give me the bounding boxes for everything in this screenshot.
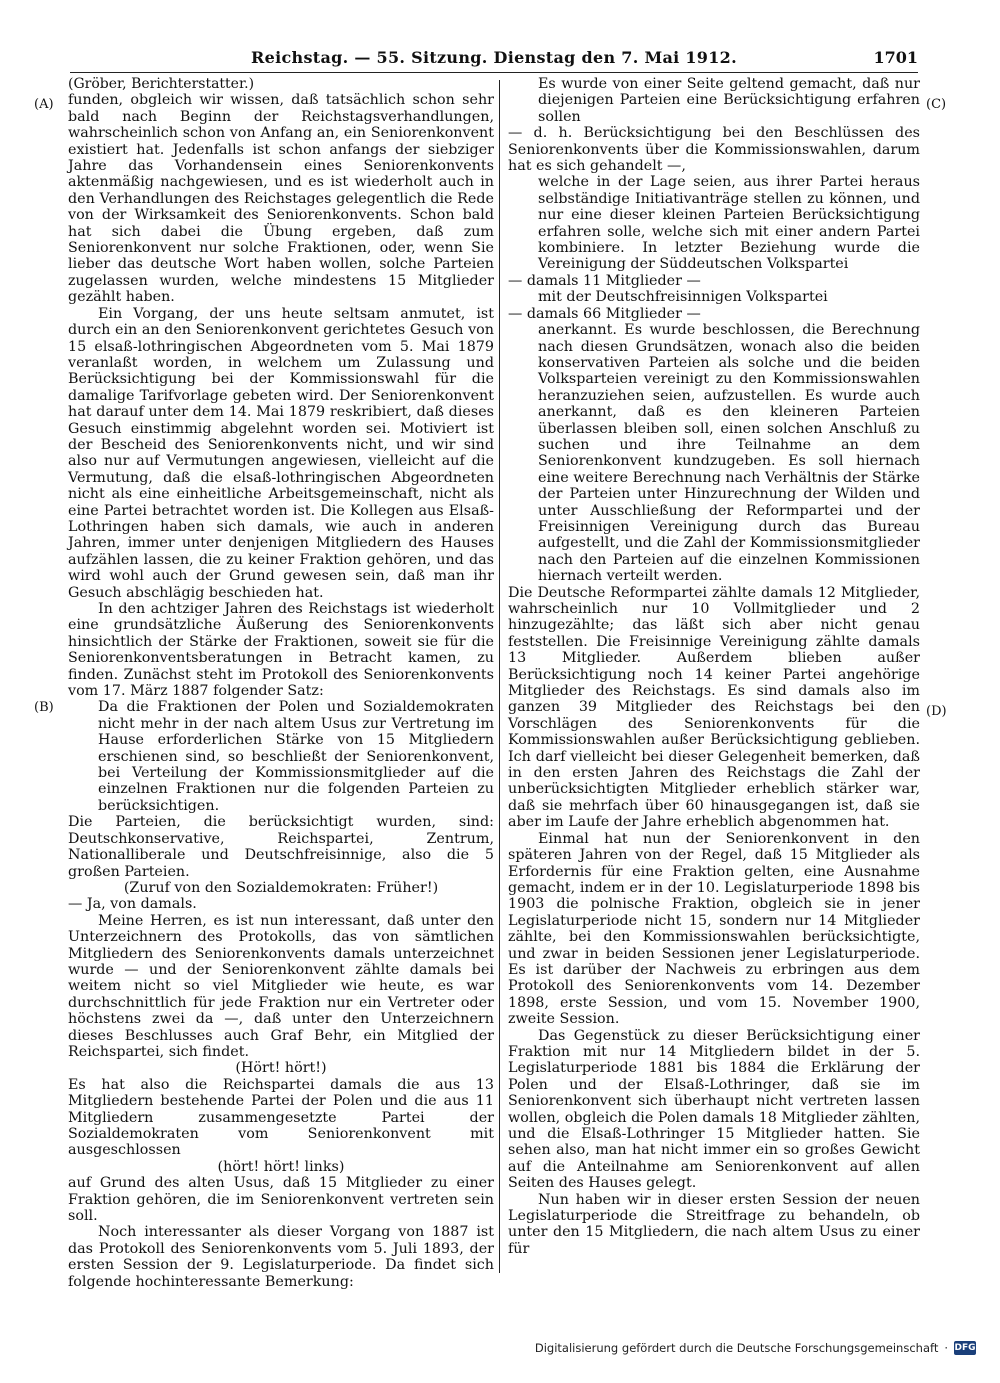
paragraph: — Ja, von damals. xyxy=(68,896,197,913)
quoted-passage: Da die Fraktionen der Polen und Sozialdemokraten nicht mehr in der nach altem Usus zur Vertretung im Hause erforderlichen Stärke von 15 Mitgliedern erschienen sind, so beschließt der Seniorenkonvent, bei Verteilung der Kommissionsmitglieder auf die einzelnen Fraktionen nur die folgenden Parteien zu berücksichtigen. xyxy=(98,699,494,814)
interjection: (hört! hört! links) xyxy=(217,1158,345,1175)
paragraph: — d. h. Berücksichtigung bei den Beschlüssen des Seniorenkonvents über die Kommissionswahlen, darum hat es sich gehandelt —, xyxy=(508,125,920,175)
dfg-logo: DFG xyxy=(954,1343,976,1353)
paragraph: In den achtziger Jahren des Reichstags ist wiederholt eine grundsätzliche Äußerung des Seniorenkonvents hinsichtlich der Stärke der Fraktionen, soweit sie für die Seniorenkonventsberatungen in Betracht kamen, zu finden. Zunächst steht im Protokoll des Seniorenkonvents vom 17. März 1887 folgender Satz: xyxy=(68,601,494,700)
paragraph: funden, obgleich wir wissen, daß tatsächlich schon sehr bald nach Beginn der Reichstagsverhandlungen, wahrscheinlich schon von Anfang an, ein Seniorenkonvent existiert hat. Jedenfalls ist schon anfangs der siebziger Jahre das Vorhandensein eines Seniorenkonvents aktenmäßig nachgewiesen, und es ist wiederholt auch in den Verhandlungen des Reichstages gelegentlich die Rede von der Wirksamkeit des Seniorenkonvents. Schon bald hat sich dabei die Übung ergeben, daß zum Seniorenkonvent nur solche Fraktionen, oder, wenn Sie lieber das deutsche Wort haben wollen, solche Parteien zugelassen wurden, welche mindestens 15 Mitglieder gezählt haben. xyxy=(68,92,494,306)
column-divider xyxy=(499,80,500,1273)
interjection: (Hört! hört!) xyxy=(235,1060,327,1077)
paragraph: Noch interessanter als dieser Vorgang von 1887 ist das Protokoll des Seniorenkonvents vom 5. Juli 1893, der ersten Session der 9. Legislaturperiode. Da findet sich folgende hochinteressante Bemerkung: xyxy=(68,1224,494,1290)
footer: Digitalisierung gefördert durch die Deutsche Forschungsgemeinschaft · DFG xyxy=(534,1341,976,1355)
quoted-passage: anerkannt. Es wurde beschlossen, die Berechnung nach diesen Grundsätzen, wonach also die beiden konservativen Parteien als solche und die beiden Volksparteien vereinigt zu den Kommissionswahlen heranzuziehen seien, aufzustellen. Es wurde auch anerkannt, daß es den kleineren Parteien überlassen bleiben soll, einen solchen Anschluß zu suchen und ihre Teilnahme an dem Seniorenkonvent kundzugeben. Es soll hiernach eine weitere Berechnung nach Verhältnis der Stärke der Parteien unter Hinzurechnung der Wilden und unter Ausschließung der Reformpartei und der Freisinnigen Vereinigung durch das Bureau aufgestellt, und die Zahl der Kommissionsmitglieder nach den Parteien auf die einzelnen Kommissionen hiernach verteilt werden. xyxy=(538,322,920,585)
header-title: Reichstag. — 55. Sitzung. Dienstag den 7. Mai 1912. xyxy=(251,48,737,67)
paragraph: auf Grund des alten Usus, daß 15 Mitglieder zu einer Fraktion gehören, die im Seniorenkonvent vertreten sein soll. xyxy=(68,1175,494,1225)
footer-text: Digitalisierung gefördert durch die Deutsche Forschungsgemeinschaft xyxy=(534,1341,939,1355)
page-number: 1701 xyxy=(873,48,918,67)
paragraph: Das Gegenstück zu dieser Berücksichtigung einer Fraktion mit nur 14 Mitgliedern bildet in der 5. Legislaturperiode 1881 bis 1884 die Erklärung der Polen und der Elsaß-Lothringer, daß sie im Seniorenkonvent sich überhaupt nicht vertreten lassen wollen, obgleich die Polen damals 18 Mitglieder zählten, und die Elsaß-Lothringer 15 Mitglieder hatten. Sie sehen also, man hat nicht immer ein so großes Gewicht auf die Anteilnahme am Seniorenkonvent auf allen Seiten des Hauses gelegt. xyxy=(508,1027,920,1192)
margin-marker-a: (A) xyxy=(34,97,54,112)
speaker-note: (Gröber, Berichterstatter.) xyxy=(68,76,255,92)
paragraph: Einmal hat nun der Seniorenkonvent in den späteren Jahren von der Regel, daß 15 Mitglieder als Erfordernis für eine Fraktion gelten, eine Ausnahme gemacht, indem er in der 10. Legislaturperiode 1898 bis 1903 die polnische Fraktion, obgleich sie in jener Legislaturperiode nicht 15, sondern nur 14 Mitglieder zählte, bei den Kommissionswahlen berücksichtigte, und zwar in beiden Sessionen jener Legislaturperiode. Es ist darüber der Nachweis zu erbringen aus dem Protokoll des Seniorenkonvents vom 14. Dezember 1898, erste Session, und vom 15. November 1900, zweite Session. xyxy=(508,830,920,1028)
quoted-passage: Es wurde von einer Seite geltend gemacht, daß nur diejenigen Parteien eine Berücksichtigung erfahren sollen xyxy=(538,76,920,125)
paragraph: Die Deutsche Reformpartei zählte damals 12 Mitglieder, wahrscheinlich nur 10 Vollmitglieder und 2 hinzugezählte; das läßt sich aber nicht genau feststellen. Die Freisinnige Vereinigung zählte damals 13 Mitglieder. Außerdem blieben außer Berücksichtigung noch 14 keiner Partei angehörige Mitglieder des Reichstags. Es sind damals also im ganzen 39 Mitglieder des Reichstags bei den Vorschlägen des Seniorenkonvents für die Kommissionswahlen außer Berücksichtigung geblieben. Ich darf vielleicht bei dieser Gelegenheit bemerken, daß in den ersten Jahren des Reichstags die Zahl der unberücksichtigten Mitglieder erheblich stärker war, daß sie mehrfach über 60 hinausgegangen ist, daß sie aber im Laufe der Jahre erheblich abgenommen hat. xyxy=(508,584,920,831)
left-column xyxy=(68,76,494,1290)
quoted-passage: welche in der Lage seien, aus ihrer Partei heraus selbständige Initiativanträge stellen zu können, und nur eine dieser kleinen Parteien Berücksichtigung erfahren solle, welche sich mit einer andern Partei kombiniere. In letzter Beziehung wurde die Vereinigung der Süddeutschen Volkspartei xyxy=(538,174,920,273)
paragraph: Nun haben wir in dieser ersten Session der neuen Legislaturperiode die Streitfrage zu behandeln, ob unter den 15 Mitgliedern, die nach altem Usus zu einer für xyxy=(508,1191,920,1257)
interjection: (Zuruf von den Sozialdemokraten: Früher!) xyxy=(123,879,439,896)
paragraph: Die Parteien, die berücksichtigt wurden, sind: Deutschkonservative, Reichspartei, Zentrum, Nationalliberale und Deutschfreisinnige, also die 5 großen Parteien. xyxy=(68,814,494,880)
paragraph: — damals 11 Mitglieder — xyxy=(508,272,701,289)
paragraph: Meine Herren, es ist nun interessant, daß unter den Unterzeichnern des Protokolls, das von sämtlichen Mitgliedern des Seniorenkonvents damals unterzeichnet wurde — und der Seniorenkonvent zählte damals bei weitem nicht so viel Mitglieder wie heute, es war durchschnittlich für jede Fraktion nur ein Vertreter oder höchstens zwei da —, daß unter den Unterzeichnern dieses Beschlusses auch Graf Behr, ein Mitglied der Reichspartei, sich findet. xyxy=(68,912,494,1060)
quoted-passage: mit der Deutschfreisinnigen Volkspartei xyxy=(538,289,828,306)
margin-marker-c: (C) xyxy=(926,97,947,112)
page-header xyxy=(70,48,918,73)
right-column xyxy=(508,76,920,1257)
paragraph: Es hat also die Reichspartei damals die aus 13 Mitgliedern bestehende Partei der Polen und die aus 11 Mitgliedern zusammengesetzte Partei der Sozialdemokraten vom Seniorenkonvent mit ausgeschlossen xyxy=(68,1076,494,1159)
paragraph: — damals 66 Mitglieder — xyxy=(508,305,701,322)
margin-marker-d: (D) xyxy=(926,704,947,719)
paragraph: Ein Vorgang, der uns heute seltsam anmutet, ist durch ein an den Seniorenkonvent gerichtetes Gesuch von 15 elsaß-lothringischen Abgeordneten vom 5. Mai 1879 veranlaßt worden, in welchem um Zulassung und Berücksichtigung bei der Kommissionswahl für die damalige Tarifvorlage gebeten wird. Der Seniorenkonvent hat darauf unter dem 14. Mai 1879 reskribiert, daß dieses Gesuch einstimmig abgelehnt worden sei. Motiviert ist der Bescheid des Seniorenkonvents nicht, und wir sind also nur auf Vermutungen angewiesen, vielleicht auf die Vermutung, daß die elsaß-lothringischen Abgeordneten nicht als eine einheitliche Arbeitsgemeinschaft, nicht als eine Partei betrachtet worden ist. Die Kollegen aus Elsaß-Lothringen haben sich damals, wie auch in anderen Jahren, immer unter denjenigen Mitgliedern des Hauses aufzählen lassen, die zu keiner Fraktion gehören, und das wird wohl auch der Grund gewesen sein, daß man ihr Gesuch abschlägig beschieden hat. xyxy=(68,305,494,601)
margin-marker-b: (B) xyxy=(34,700,54,715)
